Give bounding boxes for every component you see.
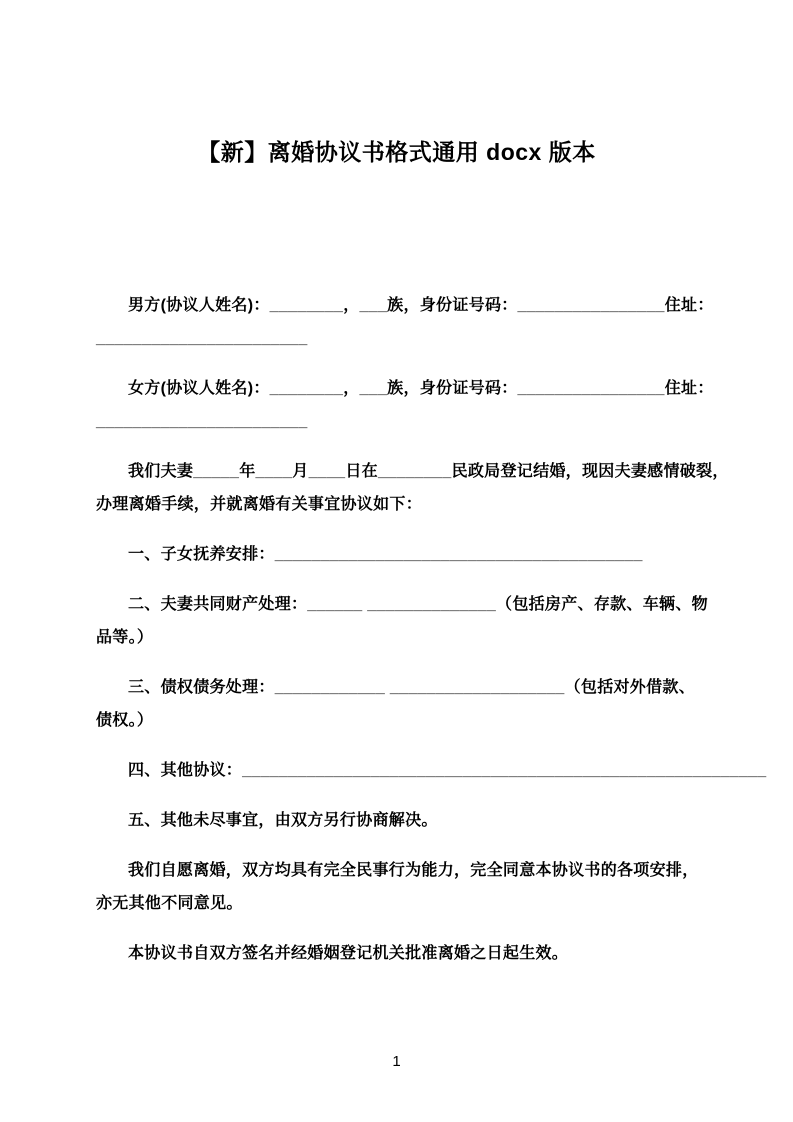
clause-4-other: 四、其他协议：_________________________________________________________ — [128, 762, 767, 779]
clause-3-debts: 三、债权债务处理：____________ ___________________（包括对外借款、 — [128, 679, 695, 696]
party-female-line: 女方(协议人姓名)：________，___族，身份证号码：________________住址： — [128, 380, 714, 397]
document-title: 【新】离婚协议书格式通用 docx 版本 — [197, 139, 596, 165]
clause-1-children: 一、子女抚养安排：________________________________________ — [128, 546, 643, 563]
clause-2-property-2: 品等。） — [96, 629, 154, 646]
party-male-line: 男方(协议人姓名)：________，___族，身份证号码：________________住址： — [128, 297, 714, 314]
clause-2-property: 二、夫妻共同财产处理：______ ______________（包括房产、存款、车辆、物 — [128, 596, 708, 613]
effective-statement: 本协议书自双方签名并经婚姻登记机关批准离婚之日起生效。 — [128, 945, 569, 962]
consent-statement-2: 亦无其他不同意见。 — [96, 895, 243, 912]
party-female-address-blank: _______________________ — [96, 413, 308, 430]
marriage-info-line-2: 办理离婚手续，并就离婚有关事宜协议如下： — [96, 496, 423, 513]
document-body — [0, 166, 793, 970]
page-number: 1 — [392, 1053, 401, 1070]
clause-3-debts-2: 债权。） — [96, 712, 154, 729]
marriage-info-line: 我们夫妻_____年____月____日在________民政局登记结婚，现因夫妻感情破裂， — [128, 463, 729, 480]
clause-5-unresolved: 五、其他未尽事宜，由双方另行协商解决。 — [128, 812, 438, 829]
consent-statement: 我们自愿离婚，双方均具有完全民事行为能力，完全同意本协议书的各项安排， — [128, 862, 699, 879]
party-male-address-blank: _______________________ — [96, 330, 308, 347]
